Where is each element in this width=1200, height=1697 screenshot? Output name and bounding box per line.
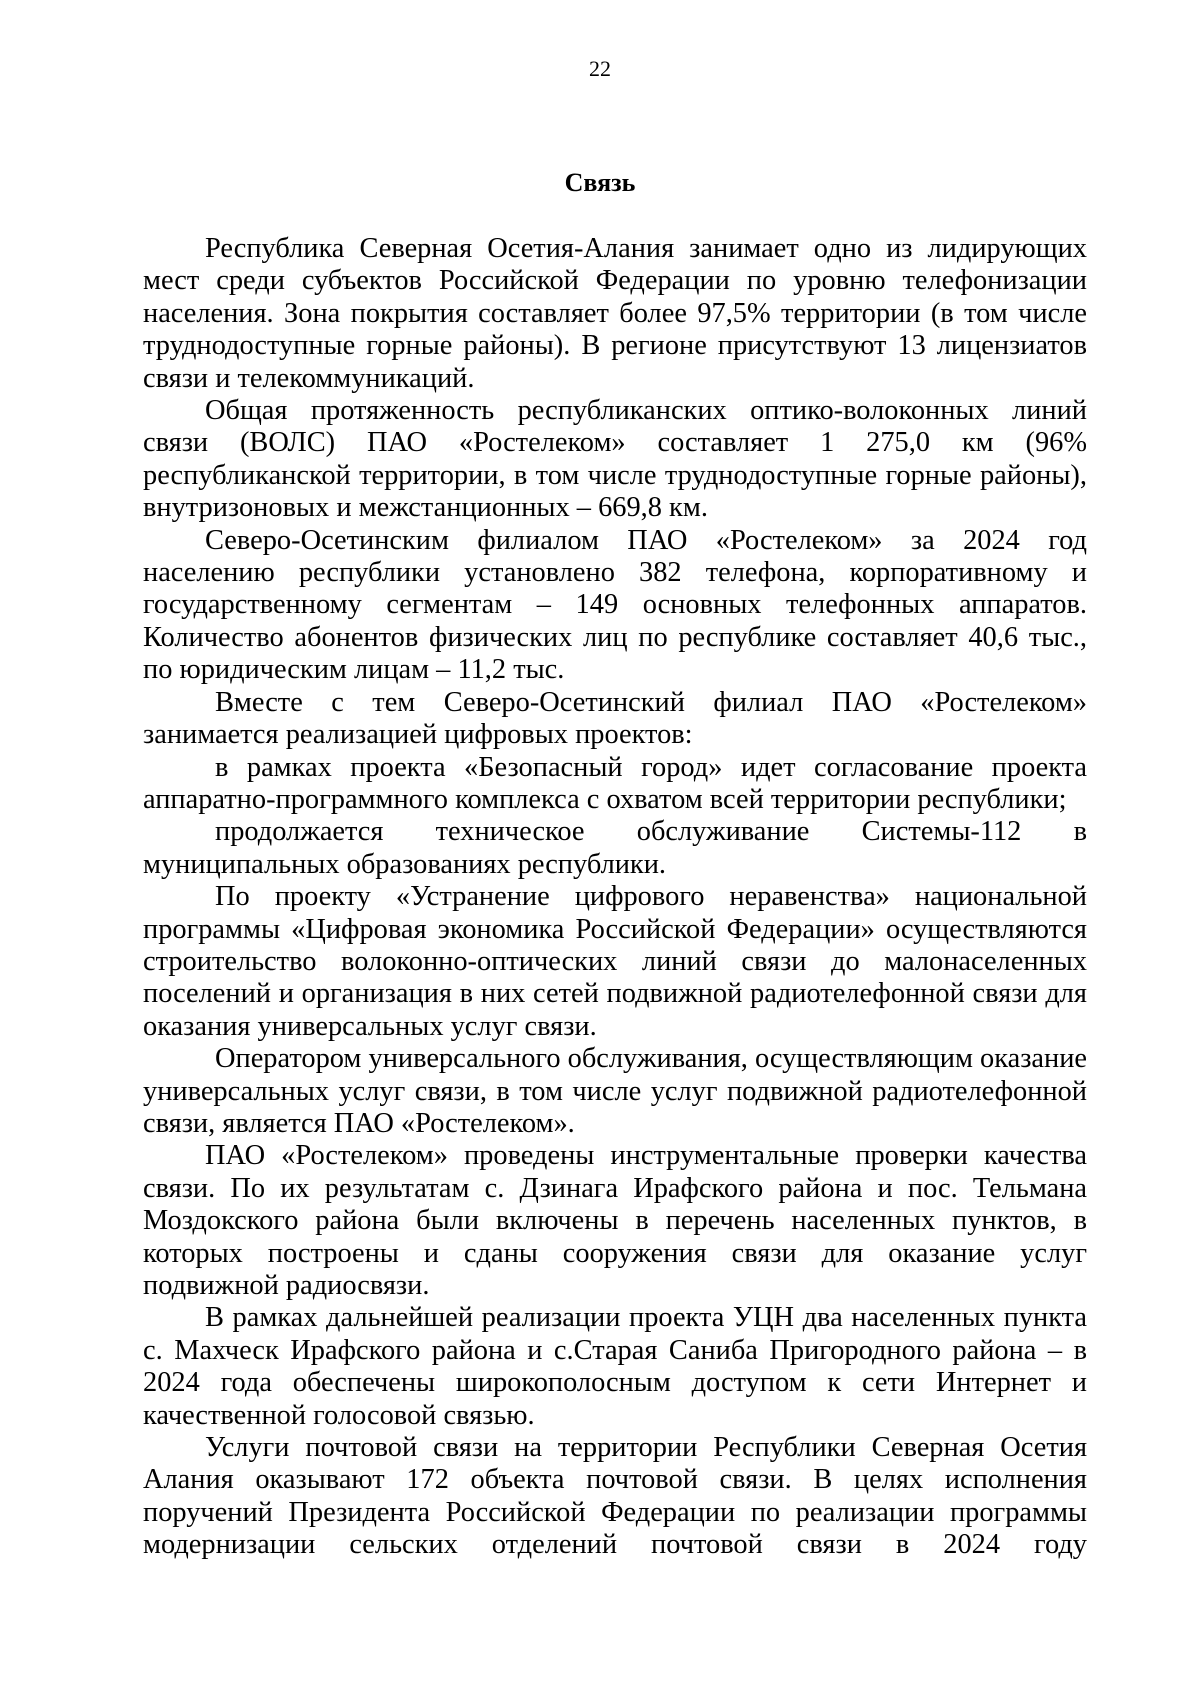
document-body bbox=[143, 233, 1087, 1562]
paragraph: По проекту «Устранение цифрового неравенства» национальной программы «Цифровая экономика Российской Федерации» осуществляются строительство волоконно-оптических линий связи до малонаселенных поселений и организация в них сетей подвижной радиотелефонной связи для оказания универсальных услуг связи. bbox=[143, 881, 1087, 1042]
paragraph: В рамках дальнейшей реализации проекта УЦН два населенных пункта с. Махческ Ирафского района и с.Старая Саниба Пригородного района – в 2024 года обеспечены широкополосным доступом к сети Интернет и качественной голосовой связью. bbox=[143, 1302, 1087, 1431]
paragraph: Общая протяженность республиканских оптико-волоконных линий связи (ВОЛС) ПАО «Ростелеком» составляет 1 275,0 км (96% республиканской территории, в том числе труднодоступные горные районы), внутризоновых и межстанционных – 669,8 км. bbox=[143, 395, 1087, 524]
paragraph: Вместе с тем Северо-Осетинский филиал ПАО «Ростелеком» занимается реализацией цифровых проектов: bbox=[143, 686, 1087, 751]
list-item: продолжается техническое обслуживание Системы-112 в муниципальных образованиях республики. bbox=[143, 816, 1087, 880]
paragraph: Северо-Осетинским филиалом ПАО «Ростелеком» за 2024 год населению республики установлено 382 телефона, корпоративному и государственному сегментам – 149 основных телефонных аппаратов. Количество абонентов физических лиц по республике составляет 40,6 тыс., по юридическим лицам – 11,2 тыс. bbox=[143, 524, 1087, 686]
paragraph: Оператором универсального обслуживания, осуществляющим оказание универсальных услуг связи, в том числе услуг подвижной радиотелефонной связи, является ПАО «Ростелеком». bbox=[143, 1043, 1088, 1139]
paragraph: Республика Северная Осетия-Алания занимает одно из лидирующих мест среди субъектов Российской Федерации по уровню телефонизации населения. Зона покрытия составляет более 97,5% территории (в том числе труднодоступные горные районы). В регионе присутствуют 13 лицензиатов связи и телекоммуникаций. bbox=[143, 233, 1087, 394]
section-title: Связь bbox=[564, 168, 636, 197]
paragraph: Услуги почтовой связи на территории Республики Северная Осетия Алания оказывают 172 объекта почтовой связи. В целях исполнения поручений Президента Российской Федерации по реализации программы модернизации сельских отделений почтовой связи в 2024 году bbox=[143, 1432, 1087, 1561]
paragraph: ПАО «Ростелеком» проведены инструментальные проверки качества связи. По их результатам с. Дзинага Ирафского района и пос. Тельмана Моздокского района были включены в перечень населенных пунктов, в которых построены и сданы сооружения связи для оказание услуг подвижной радиосвязи. bbox=[143, 1140, 1087, 1301]
list-item: в рамках проекта «Безопасный город» идет согласование проекта аппаратно-программного комплекса с охватом всей территории республики; bbox=[143, 751, 1087, 815]
page-number: 22 bbox=[589, 56, 611, 81]
